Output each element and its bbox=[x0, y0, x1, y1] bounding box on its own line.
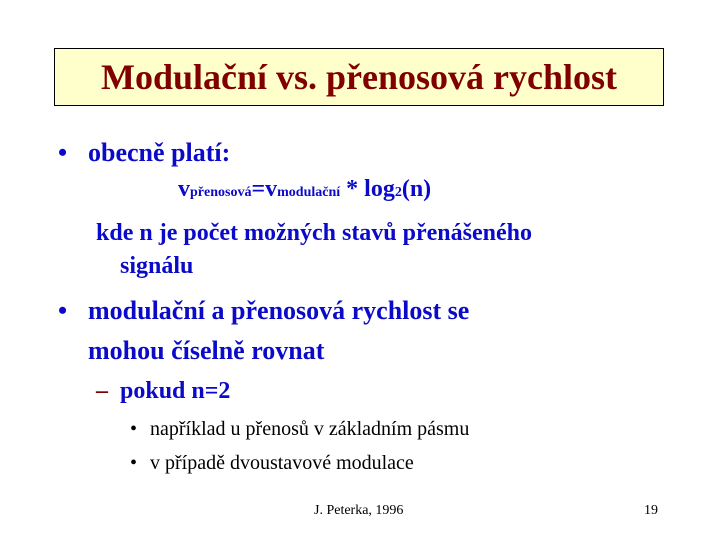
slide-title-box bbox=[54, 48, 664, 106]
formula-v2: v bbox=[265, 176, 278, 202]
bullet-2-line-2: mohou číselně rovnat bbox=[88, 336, 325, 365]
formula-eq: = bbox=[251, 176, 266, 202]
bullet-2-line-1: modulační a přenosová rychlost se bbox=[88, 296, 470, 325]
sub-item-text: pokud n=2 bbox=[120, 378, 231, 404]
note-line-2: signálu bbox=[120, 253, 194, 279]
bullet-marker: • bbox=[58, 296, 68, 325]
small-bullet-marker: • bbox=[130, 418, 138, 440]
rate-formula bbox=[178, 176, 431, 203]
note-line-1: kde n je počet možných stavů přenášeného bbox=[96, 220, 532, 246]
slide-title: Modulační vs. přenosová rychlost bbox=[100, 57, 618, 97]
bullet-1-text: obecně platí: bbox=[88, 138, 231, 167]
formula-sub-modulacni: modulační bbox=[277, 185, 341, 200]
formula-op: * bbox=[340, 176, 365, 202]
sub-point-2: v případě dvoustavové modulace bbox=[150, 452, 414, 474]
formula-v1: v bbox=[178, 176, 190, 202]
sub-point-1: například u přenosů v základním pásmu bbox=[150, 418, 470, 440]
small-bullet-marker: • bbox=[130, 452, 138, 474]
dash-marker: – bbox=[96, 378, 108, 404]
formula-sub-prenosova: přenosová bbox=[190, 185, 252, 200]
page-number: 19 bbox=[644, 503, 658, 518]
formula-arg: (n) bbox=[401, 176, 432, 202]
footer-author: J. Peterka, 1996 bbox=[314, 503, 404, 518]
bullet-marker: • bbox=[58, 138, 68, 167]
formula-log-base: 2 bbox=[394, 185, 402, 200]
formula-log: log bbox=[364, 176, 395, 202]
